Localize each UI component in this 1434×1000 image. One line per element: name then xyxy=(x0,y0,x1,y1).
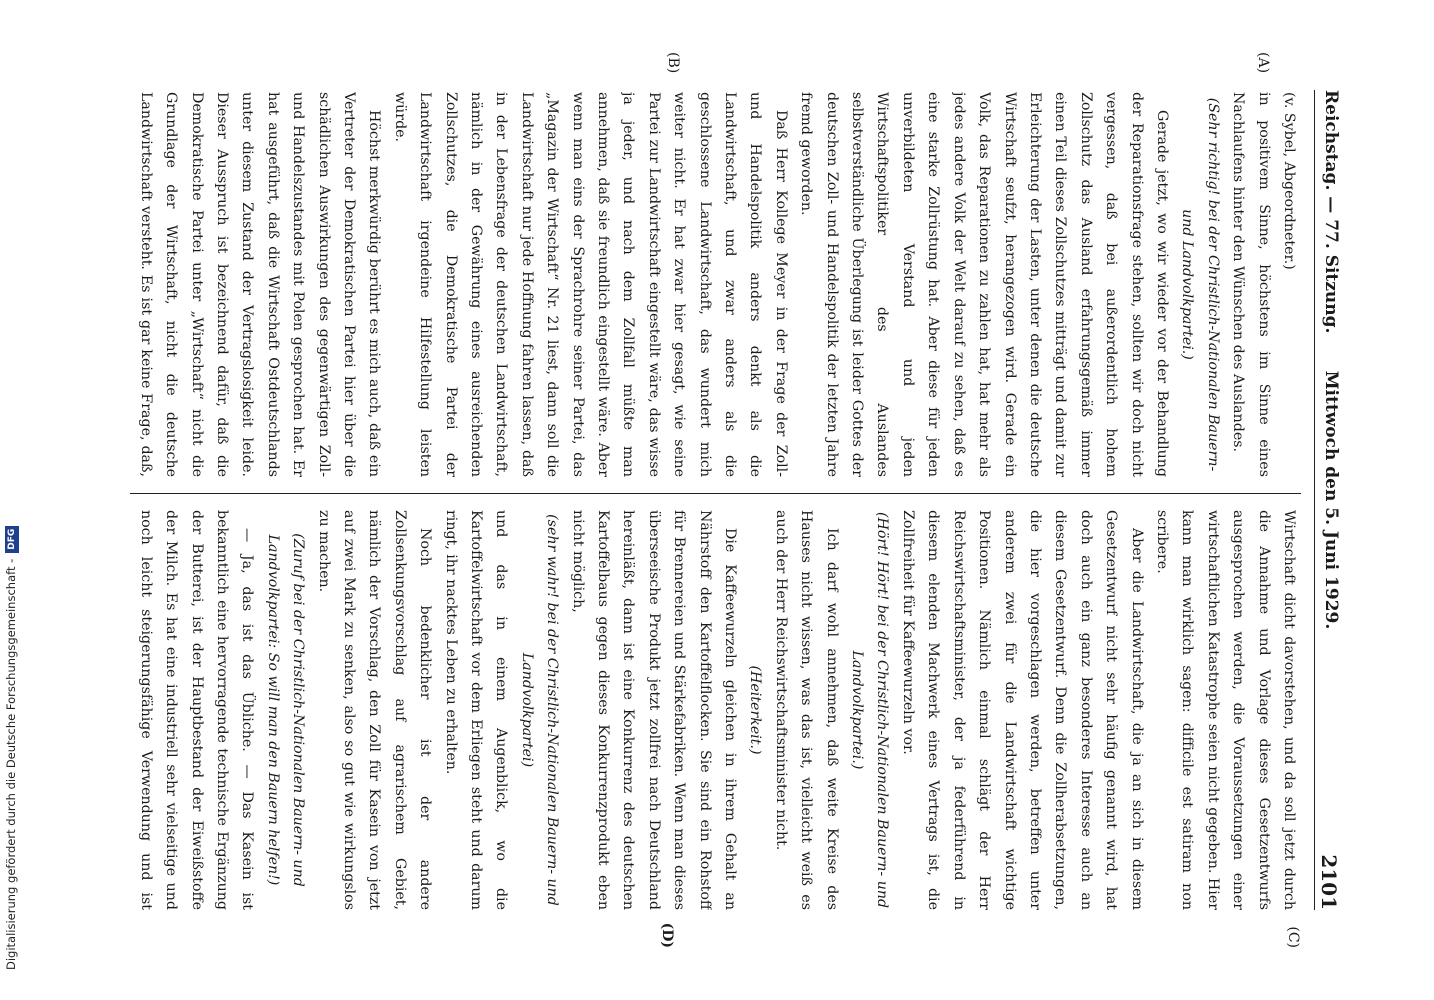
dfg-logo: DFG xyxy=(5,526,19,553)
right-column-paragraph: (Zuruf bei der Christlich-Nationalen Bauern- und Landvolkpartei: So will man den Bauern helfen!) xyxy=(264,533,307,887)
right-column-paragraph: — Ja, das ist das Übliche. — Das Kasein ist bekanntlich eine hervorragende technische Ergänzung der Butterei, ist der Hauptbestand der Eiweißstoffe der Milch. Es hat eine industriell sehr vielseitige und noch leicht steigerungsfähige Verwendung und ist xyxy=(137,510,256,910)
page-number: 2101 xyxy=(1317,854,1341,910)
right-column-paragraph: und das in einem Augenblick, wo die Kartoffelwirtschaft vor dem Erliegen steht und darum ringt, ihr nacktes Leben zu erhalten. xyxy=(442,510,510,910)
left-column-paragraph: Daß Herr Kollege Meyer in der Frage der Zoll- und Handelspolitik anders denkt als die Landwirtschaft, und zwar anders als die geschlossene Landwirtschaft, das wundert mich weiter nicht. Er hat zwar hier gesagt, wie seine Partei zur Landwirtschaft eingestellt wäre, das wisse ja jeder, und nach dem Zollfall müßte man annehmen, daß sie freundlich eingestellt wäre. Aber wenn man eins der Sprachrohre seiner Partei, das „Magazin der Wirtschaft“ Nr. 21 liest, dann soll die Landwirtschaft nur jede Hoffnung fahren lassen, daß in der Lebensfrage der deutschen Landwirtschaft, nämlich in der Gewährung eines ausreichenden Zollschutzes, die Demokratische Partei der Landwirtschaft irgendeine Hilfestellung leisten würde. xyxy=(391,92,789,477)
right-column-paragraph: (Hört! Hört! bei der Christlich-Nationalen Bauern- und Landvolkpartei.) xyxy=(849,511,891,909)
right-column-paragraph: Aber die Landwirtschaft, die ja an sich in diesem Gesetzentwurf nicht sehr häufig genannt wird, hat doch auch ein ganz besonderes Interesse auch an diesem Gesetzentwurf. Denn die Zollherabsetzungen, die hier vorgeschlagen werden, betreffen unter anderem zwei für die Landwirtschaft wichtige Positionen. Nämlich einmal schlägt der Herr Reichswirtschaftsminister, der ja federführend in diesem elenden Machwerk eines Vertrags ist, die Zollfreiheit für Kaffeewurzeln vor. xyxy=(899,510,1145,910)
right-column-paragraph: (sehr wahr! bei der Christlich-Nationalen Bauern- und Landvolkpartei) xyxy=(518,514,561,906)
left-column-paragraph: (v. Sybel, Abgeordneter.) xyxy=(1281,92,1297,270)
margin-mark-b: (B) xyxy=(665,52,681,74)
header-title: Reichstag. — 77. Sitzung. xyxy=(1321,90,1341,334)
digitization-credit: Digitalisierung gefördert durch die Deutsche Forschungsgemeinschaft - xyxy=(4,558,18,970)
page-header xyxy=(1314,90,1345,910)
rotated-page-content xyxy=(120,52,1365,948)
header-date: Mittwoch den 5. Juni 1929. xyxy=(1321,370,1341,630)
left-column-paragraph: (Sehr richtig! bei der Christlich-Nationalen Bauern- und Landvolkpartei.) xyxy=(1179,97,1221,472)
right-text-column xyxy=(130,510,1301,910)
margin-mark-c: (C) xyxy=(1285,926,1301,948)
margin-mark-a: (A) xyxy=(1255,52,1271,74)
right-column-paragraph: Ich darf wohl annehmen, daß weite Kreise des Hauses nicht wissen, was das ist, vielleicht weiß es auch der Herr Reichswirtschaftsminister nicht. xyxy=(772,510,840,910)
left-column-paragraph: Gerade jetzt, wo wir wieder vor der Behandlung der Reparationsfrage stehen, sollten wir doch nicht vergessen, daß bei außerordentlich hohem Zollschutz das Ausland erfahrungsgemäß immer einen Teil dieses Zollschutzes mitträgt und damit zur Erleichterung der Lasten, unter denen die deutsche Wirtschaft seufzt, herangezogen wird. Gerade ein Volk, das Reparationen zu zahlen hat, hat mehr als jedes andere Volk der Welt darauf zu sehen, daß es eine starke Zollrüstung hat. Aber diese für jeden unverbildeten Verstand und jeden Wirtschaftspolitiker des Auslandes selbstverständliche Überlegung ist leider Gottes der deutschen Zoll- und Handelspolitik der letzten Jahre fremd geworden. xyxy=(798,92,1170,477)
column-divider xyxy=(130,493,1301,494)
scanned-page xyxy=(120,52,1365,948)
left-text-column xyxy=(130,92,1301,477)
margin-mark-d: (D) xyxy=(659,922,675,948)
scan-credit-sidebar xyxy=(0,0,22,1000)
right-column-paragraph: Die Kaffeewurzeln gleichen in ihrem Gehalt an Nährstoff den Kartoffelflocken. Sie sind ein Rohstoff für Brennereien und Stärkefabriken. Wenn man dieses überseeische Produkt jetzt zollfrei nach Deutschland hereinläßt, dann ist eine Konkurrenz des deutschen Kartoffelbaus gegen dieses Konkurrenzprodukt eben nicht möglich, xyxy=(569,510,739,910)
right-column-paragraph: Noch bedenklicher ist der andere Zollsenkungsvorschlag auf agrarischem Gebiet, nämlich der Vorschlag, den Zoll für Kasein von jetzt auf zwei Mark zu senken, also so gut wie wirkungslos zu machen. xyxy=(315,510,434,910)
right-column-paragraph: Wirtschaft dicht davorstehen, und da soll jetzt durch die Annahme und Vorlage dieses Gesetzentwurfs ausgesprochen werden, die Voraussetzungen einer wirtschaftlichen Katastrophe seien nicht gegeben. Hier kann man wirklich sagen: difficile est satiram non scribere. xyxy=(1153,510,1297,910)
left-column-paragraph: Höchst merkwürdig berührt es mich auch, daß ein Vertreter der Demokratischen Partei hier über die schädlichen Auswirkungen des gegenwärtigen Zoll- und Handelszustandes mit Polen gesprochen hat. Er hat ausgeführt, daß die Wirtschaft Ostdeutschlands unter diesem Zustand der Vertragslosigkeit leide. Dieser Ausspruch ist bezeichnend dafür, daß die Demokratische Partei unter „Wirtschaft“ nicht die Grundlage der Wirtschaft, nicht die deutsche Landwirtschaft versteht. Es ist gar keine Frage, daß, xyxy=(137,92,383,477)
left-column-paragraph: in positivem Sinne, höchstens im Sinne eines Nachlaufens hinter den Wünschen des Auslandes. xyxy=(1230,92,1272,477)
right-column-paragraph: (Heiterkeit.) xyxy=(747,665,764,755)
